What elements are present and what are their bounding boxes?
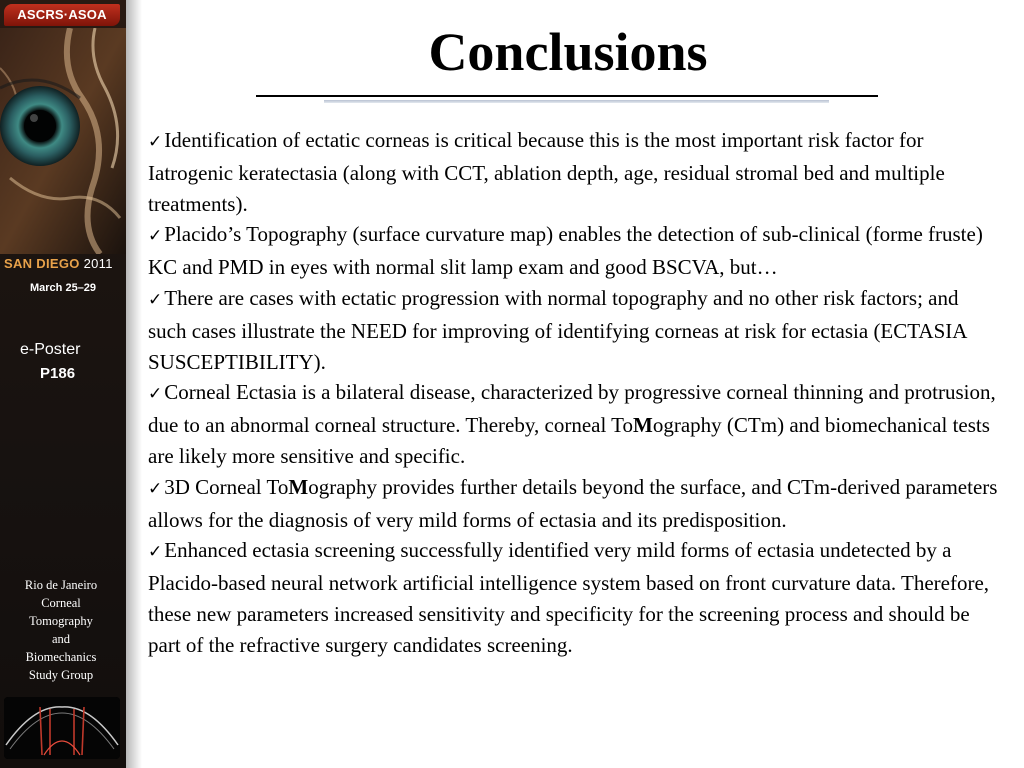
eye-illustration: [0, 28, 126, 254]
slide-title: Conclusions: [428, 22, 708, 82]
conclusion-text: ography provides further details beyond the surface, and CTm-derived parameters allows for the diagnosis of very mild forms of ectasia and its predisposition.: [148, 474, 998, 532]
conclusion-text: Corneal Ectasia is a bilateral disease, characterized by progressive corneal thinning and protrusion, due to an abnormal corneal structure. Thereby, corneal To: [148, 380, 996, 438]
ascrs-asoa-logo: ASCRS·ASOA: [4, 4, 120, 26]
emphasis-text: M: [288, 474, 309, 499]
conference-venue: [4, 256, 113, 271]
conclusion-text: ography (CTm) and biomechanical tests are likely more sensitive and specific.: [148, 413, 990, 468]
conclusion-text: Enhanced ectasia screening successfully identified very mild forms of ectasia undetected by a Placido-based neural network artificial intelligence system based on front curvature data. Therefore, these new parameters increased sensitivity and specificity for the screening process and should be part of the refractive surgery candidates screening.: [148, 538, 990, 657]
conclusion-item: [148, 472, 998, 536]
conclusion-item: [148, 535, 998, 660]
brand-sidebar: [0, 0, 126, 768]
study-group-line: Corneal: [41, 596, 81, 610]
sidebar-shadow: [126, 0, 142, 768]
checkmark-icon: ✓: [148, 542, 163, 563]
checkmark-icon: ✓: [148, 384, 163, 405]
venue-city: SAN DIEGO: [4, 256, 80, 271]
venue-year: 2011: [83, 256, 113, 271]
title-underline: [256, 95, 878, 97]
conclusion-item: [148, 377, 998, 471]
conclusion-list: [148, 125, 998, 661]
study-group-name: [4, 576, 118, 684]
poster-id: P186: [40, 365, 76, 382]
title-underline-shadow: [324, 100, 829, 103]
study-group-line: and: [51, 632, 71, 646]
conference-dates: March 25–29: [30, 282, 97, 294]
conclusion-item: [148, 283, 998, 377]
conclusion-text: 3D Corneal To: [164, 474, 289, 499]
conclusion-text: Identification of ectatic corneas is critical because this is the most important risk factor for Iatrogenic keratectasia (along with CCT, ablation depth, age, residual stromal bed and multiple treatments).: [148, 128, 945, 216]
checkmark-icon: ✓: [148, 289, 163, 310]
conclusion-text: Placido’s Topography (surface curvature map) enables the detection of sub-clinical (forme fruste) KC and PMD in eyes with normal slit lamp exam and good BSCVA, but…: [148, 222, 983, 280]
conclusion-item: [148, 125, 998, 219]
checkmark-icon: ✓: [148, 226, 163, 247]
study-group-line: Biomechanics: [25, 650, 97, 664]
study-group-line: Rio de Janeiro: [24, 578, 98, 592]
study-group-line: Tomography: [29, 614, 93, 628]
conclusion-item: [148, 219, 998, 283]
tomography-wave-image: [4, 697, 120, 759]
emphasis-text: M: [633, 413, 653, 438]
checkmark-icon: ✓: [148, 478, 163, 499]
eposter-label: e-Poster: [20, 341, 81, 358]
checkmark-icon: ✓: [148, 132, 163, 152]
conclusion-text: There are cases with ectatic progression with normal topography and no other risk factors; and such cases illustrate the NEED for improving of identifying corneas at risk for ectasia (ECTASIA SUSCEPTIBILITY).: [148, 285, 967, 374]
study-group-line: Study Group: [28, 668, 94, 682]
